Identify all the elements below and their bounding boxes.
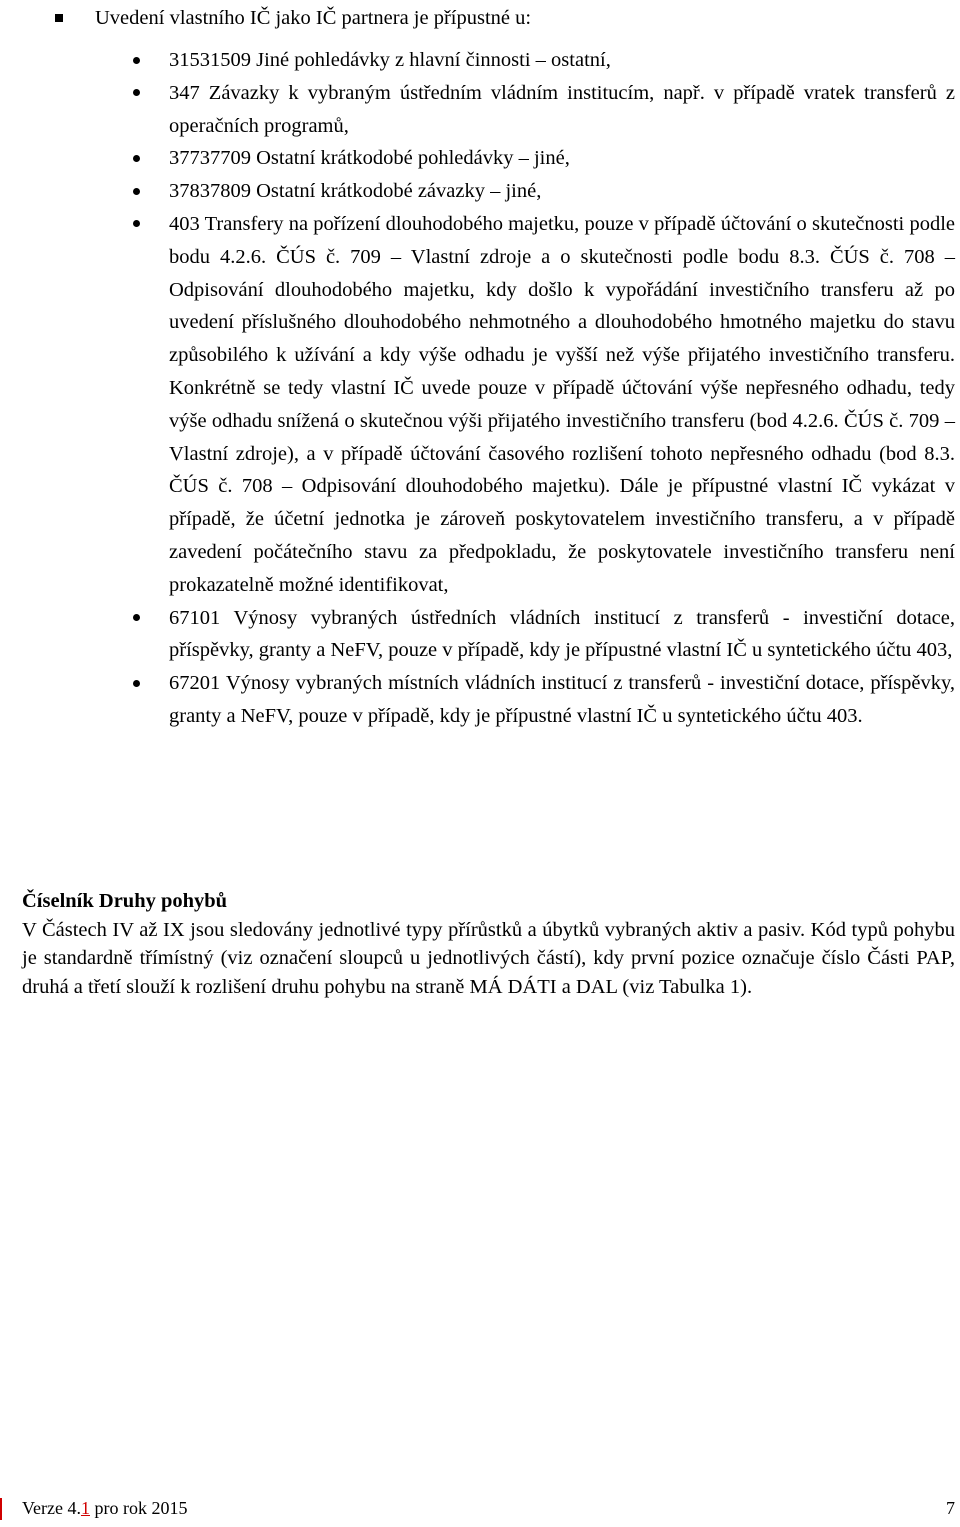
intro-text: Uvedení vlastního IČ jako IČ partnera je přípustné u:	[95, 7, 532, 29]
list-item	[130, 602, 955, 668]
bullet-icon	[133, 220, 140, 227]
footer-version	[22, 1496, 187, 1520]
bullet-icon	[133, 680, 140, 687]
list-item	[130, 208, 955, 602]
footer-accent-bar	[0, 1498, 2, 1520]
movement-types-section	[22, 886, 955, 1001]
page-number: 7	[946, 1498, 955, 1518]
list-item-text: 37737709 Ostatní krátkodobé pohledávky – jiné,	[169, 147, 570, 170]
bullet-icon	[133, 155, 140, 162]
version-prefix: Verze 4.	[22, 1498, 81, 1518]
version-mark: 1	[80, 1498, 90, 1518]
square-bullet-icon	[55, 14, 63, 22]
section-paragraph: V Částech IV až IX jsou sledovány jednotlivé typy přírůstků a úbytků vybraných aktiv a pasiv. Kód typů pohybu je standardně třímístný (viz označení sloupců u jednotlivých částí), kdy první pozice označuje číslo Části PAP, druhá a třetí slouží k rozlišení druhu pohybu na straně MÁ DÁTI a DAL (viz Tabulka 1).	[22, 919, 955, 998]
list-item-text: 67101 Výnosy vybraných ústředních vládních institucí z transferů - investiční dotace, příspěvky, granty a NeFV, pouze v případě, kdy je přípustné vlastní IČ u syntetického účtu 403,	[169, 606, 955, 662]
bullet-icon	[133, 188, 140, 195]
list-item	[130, 667, 955, 733]
bullet-icon	[133, 614, 140, 621]
version-suffix: pro rok 2015	[89, 1498, 188, 1518]
list-item-text: 37837809 Ostatní krátkodobé závazky – jiné,	[169, 180, 542, 203]
list-item-text: 67201 Výnosy vybraných místních vládních institucí z transferů - investiční dotace, příspěvky, granty a NeFV, pouze v případě, kdy je přípustné vlastní IČ u syntetického účtu 403.	[169, 672, 955, 727]
list-item	[130, 77, 955, 143]
intro-list-item	[55, 4, 935, 32]
bullet-icon	[133, 57, 140, 64]
list-item	[130, 44, 955, 77]
list-item	[130, 142, 955, 175]
account-list	[130, 44, 955, 733]
list-item-text: 347 Závazky k vybraným ústředním vládním institucím, např. v případě vratek transferů z operačních programů,	[169, 81, 955, 137]
list-item-text: 31531509 Jiné pohledávky z hlavní činnosti – ostatní,	[169, 49, 611, 71]
list-item	[130, 175, 955, 208]
page-footer	[0, 1494, 960, 1527]
section-heading: Číselník Druhy pohybů	[22, 890, 228, 912]
list-item-text: 403 Transfery na pořízení dlouhodobého majetku, pouze v případě účtování o skutečnosti podle bodu 4.2.6. ČÚS č. 709 – Vlastní zdroje a o skutečnosti podle bodu 8.3. ČÚS č. 708 – Odpisování dlouhodobého majetku, kdy došlo k vypořádání investičního transferu až po uvedení příslušného dlouhodobého nehmotného a dlouhodobého hmotného majetku do stavu způsobilého k užívání a kdy výše odhadu je vyšší než výše přijatého investičního transferu. Konkrétně se tedy vlastní IČ uvede pouze v případě účtování výše nepřesného odhadu, tedy výše odhadu snížená o skutečnou výši přijatého investičního transferu (bod 4.2.6. ČÚS č. 709 – Vlastní zdroje), a v případě účtování časového rozlišení tohoto nepřesného odhadu (bod 8.3. ČÚS č. 708 – Odpisování dlouhodobého majetku). Dále je přípustné vlastní IČ vykázat v případě, že účetní jednotka je zároveň poskytovatelem investičního transferu, a v případě zavedení počátečního stavu za předpokladu, že poskytovatele investičního transferu není prokazatelně možné identifikovat,	[169, 212, 955, 596]
bullet-icon	[133, 89, 140, 96]
